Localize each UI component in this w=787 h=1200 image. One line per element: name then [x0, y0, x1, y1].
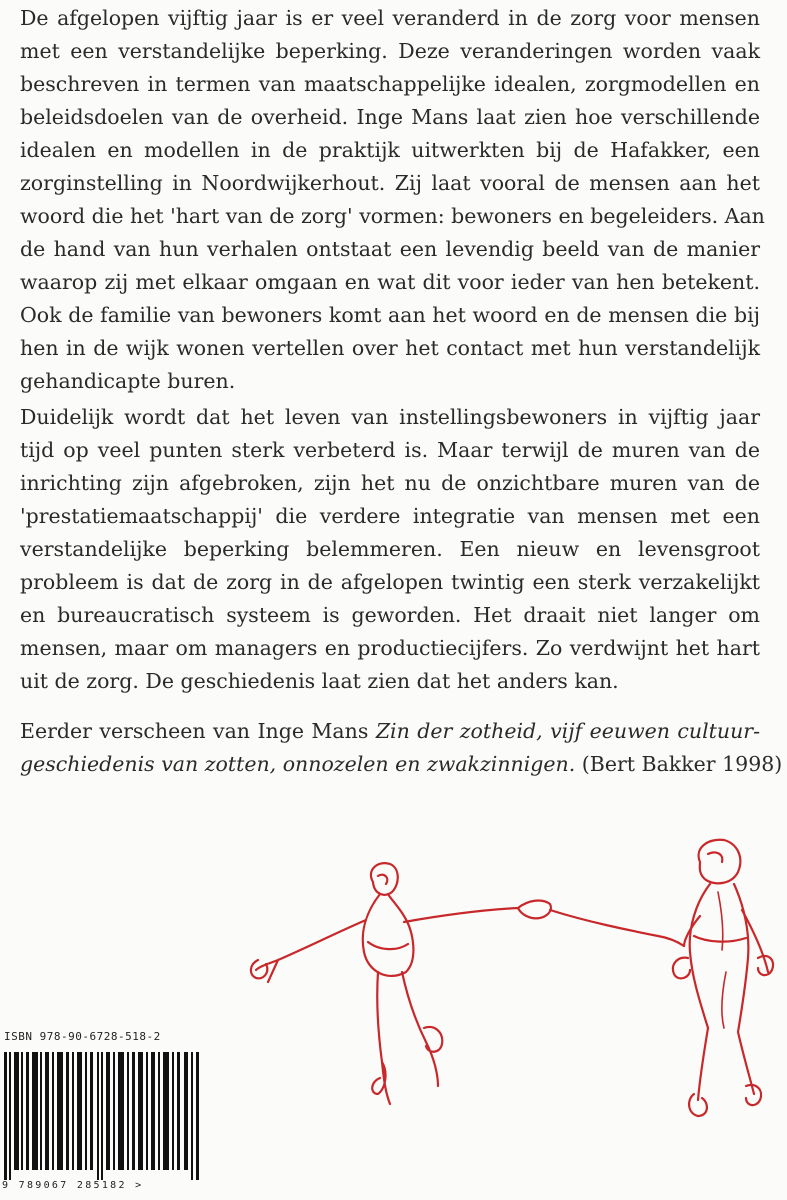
text-line: uit de zorg. De geschiedenis laat zien dat het anders kan.	[20, 669, 619, 693]
blurb-paragraph-2	[20, 401, 760, 698]
text-line: gehandicapte buren.	[20, 369, 236, 393]
left-figure-arm-left	[251, 920, 366, 982]
barcode-area	[0, 1030, 215, 1200]
previous-publication-note	[20, 715, 783, 781]
text-line: mensen, maar om managers en productiecijfers. Zo verdwijnt het hart	[20, 636, 760, 660]
text-line: Ook de familie van bewoners komt aan het woord en de mensen die bij	[20, 303, 760, 327]
left-figure-arm-right	[404, 901, 551, 922]
book-title-italic: Zin der zotheid, vijf eeuwen cultuur-	[375, 719, 760, 743]
left-figure-body	[363, 894, 414, 976]
text-line	[20, 715, 760, 748]
barcode-digits: 9 789067 285182 >	[2, 1180, 144, 1191]
text-line: de hand van hun verhalen ontstaat een levendig beeld van de manier	[20, 237, 760, 261]
blurb-paragraph-1	[20, 2, 765, 398]
red-figures-illustration	[238, 832, 778, 1132]
text-line: verstandelijke beperking belemmeren. Een nieuw en levensgroot	[20, 537, 760, 561]
text-line: probleem is dat de zorg in de afgelopen twintig een sterk verzakelijkt	[20, 570, 760, 594]
text-line	[20, 748, 783, 781]
text-line: waarop zij met elkaar omgaan en wat dit voor ieder van hen betekent.	[20, 270, 760, 294]
right-figure-leg-right	[738, 1032, 761, 1105]
text-line: met een verstandelijke beperking. Deze veranderingen worden vaak	[20, 39, 760, 63]
barcode	[0, 1052, 212, 1180]
text-line: 'prestatiemaatschappij' die verdere integratie van mensen met een	[20, 504, 760, 528]
text-line: beschreven in termen van maatschappelijke idealen, zorgmodellen en	[20, 72, 760, 96]
text-plain: Eerder verscheen van Inge Mans	[20, 719, 376, 743]
text-line: en bureaucratisch systeem is geworden. Het draait niet langer om	[20, 603, 760, 627]
right-figure-body	[673, 884, 748, 1032]
text-line: Duidelijk wordt dat het leven van instellingsbewoners in vijftig jaar	[20, 405, 760, 429]
connecting-line	[550, 910, 684, 946]
left-figure-leg-left	[372, 972, 390, 1104]
isbn-label: ISBN 978-90-6728-518-2	[4, 1030, 161, 1043]
book-title-italic: geschiedenis van zotten, onnozelen en zwakzinnigen.	[20, 752, 576, 776]
right-figure-leg-left	[689, 1028, 708, 1116]
right-figure-head	[699, 840, 741, 884]
text-line: zorginstelling in Noordwijkerhout. Zij laat vooral de mensen aan het	[20, 171, 760, 195]
text-line: tijd op veel punten sterk verbeterd is. Maar terwijl de muren van de	[20, 438, 760, 462]
text-line: woord die het 'hart van de zorg' vormen: bewoners en begeleiders. Aan	[20, 204, 765, 228]
text-plain: (Bert Bakker 1998)	[575, 752, 783, 776]
text-line: De afgelopen vijftig jaar is er veel veranderd in de zorg voor mensen	[20, 6, 760, 30]
text-line: idealen en modellen in de praktijk uitwerkten bij de Hafakker, een	[20, 138, 760, 162]
text-line: hen in de wijk wonen vertellen over het contact met hun verstandelijk	[20, 336, 760, 360]
left-figure-leg-right	[402, 972, 442, 1086]
text-line: inrichting zijn afgebroken, zijn het nu de onzichtbare muren van de	[20, 471, 760, 495]
text-line: beleidsdoelen van de overheid. Inge Mans laat zien hoe verschillende	[20, 105, 760, 129]
left-figure-head	[371, 863, 398, 895]
